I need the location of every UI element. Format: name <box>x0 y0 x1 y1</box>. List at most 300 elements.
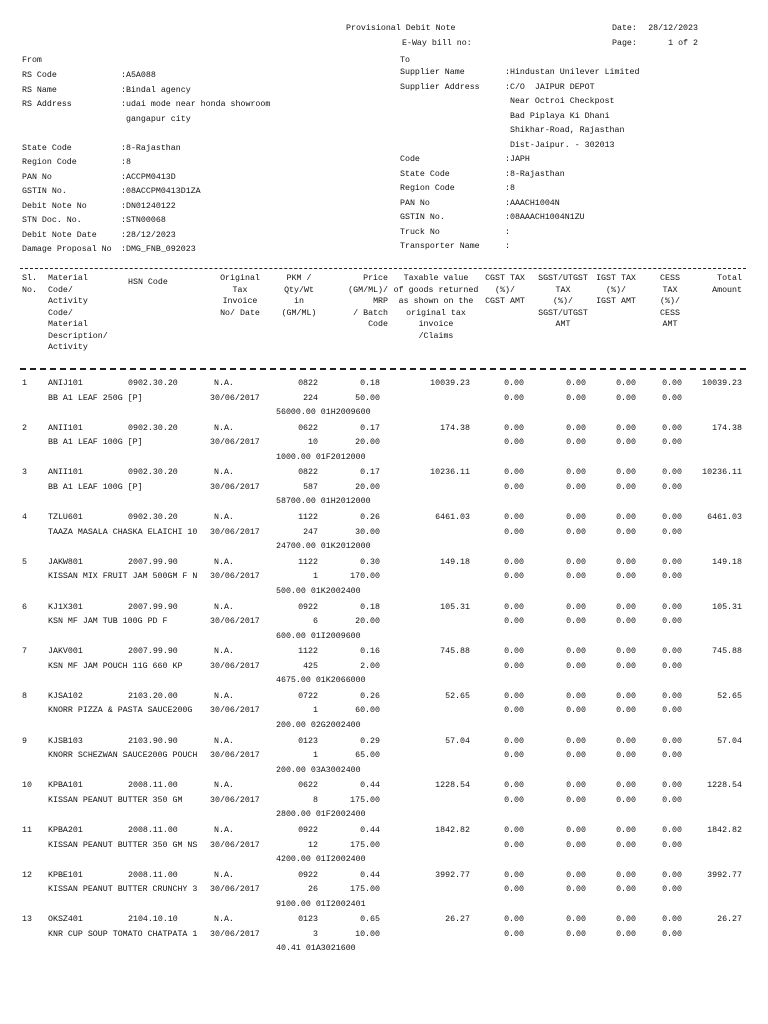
from-field-value: :8 <box>121 158 131 167</box>
col-cess: CESS TAX (%)/ CESS AMT <box>660 274 680 329</box>
row-sgst-amt: 0.00 <box>566 527 586 537</box>
row-pkm: 0922 <box>298 870 318 880</box>
row-invoice-no: N.A. <box>214 915 234 925</box>
row-igst-amt: 0.00 <box>616 572 636 582</box>
to-field-value: Shikhar-Road, Rajasthan <box>505 126 625 135</box>
row-qty: 10 <box>308 438 318 448</box>
row-sgst-rate: 0.00 <box>566 915 586 925</box>
row-sgst-amt: 0.00 <box>566 885 586 895</box>
col-original-tax-invoice: Original Tax Invoice No/ Date <box>220 274 260 318</box>
from-field-value: :DMG_FNB_092023 <box>121 245 196 254</box>
row-invoice-date: 30/06/2017 <box>210 929 260 939</box>
row-sgst-rate: 0.00 <box>566 423 586 433</box>
row-invoice-no: N.A. <box>214 647 234 657</box>
row-description: KSN MF JAM TUB 100G PD F <box>48 617 168 626</box>
row-cgst-amt: 0.00 <box>504 572 524 582</box>
row-cess-rate: 0.00 <box>662 736 682 746</box>
row-sl-no: 8 <box>22 691 27 701</box>
from-field-value: gangapur city <box>121 114 191 124</box>
row-batch-code: 500.00 01K2002400 <box>276 586 361 596</box>
col-hsn-code: HSN Code <box>128 278 168 287</box>
from-field-value: :A5A088 <box>121 71 156 80</box>
row-cgst-rate: 0.00 <box>504 468 524 478</box>
row-total-amount: 26.27 <box>717 915 742 925</box>
from-field-value: :udai mode near honda showroom <box>121 100 271 109</box>
row-hsn-code: 0902.30.20 <box>128 423 178 433</box>
row-batch-code: 56000.00 01H2009600 <box>276 408 371 417</box>
row-qty: 1 <box>313 751 318 761</box>
row-invoice-no: N.A. <box>214 736 234 746</box>
row-pkm: 0722 <box>298 691 318 701</box>
row-cgst-rate: 0.00 <box>504 602 524 612</box>
row-price: 0.65 <box>360 915 380 925</box>
from-field-label: Damage Proposal No <box>22 245 112 254</box>
row-mrp: 170.00 <box>350 572 380 582</box>
from-field-label: STN Doc. No. <box>22 216 82 225</box>
from-field-label: GSTIN No. <box>22 187 67 196</box>
page-label: Page: <box>612 39 637 48</box>
row-material-code: ANIJ101 <box>48 379 83 388</box>
eway-bill-label: E-Way bill no: <box>402 39 472 48</box>
row-price: 0.29 <box>360 736 380 746</box>
to-field-label: GSTIN No. <box>400 213 445 222</box>
row-total-amount: 10236.11 <box>702 468 742 478</box>
row-taxable-value: 1228.54 <box>435 781 470 791</box>
row-description: KSN MF JAM POUCH 11G 660 KP <box>48 661 183 671</box>
from-field-label: Debit Note Date <box>22 230 97 240</box>
row-batch-code: 4675.00 01K2066000 <box>276 676 366 686</box>
row-cess-amt: 0.00 <box>662 751 682 761</box>
row-cess-amt: 0.00 <box>662 617 682 626</box>
row-igst-amt: 0.00 <box>616 482 636 492</box>
row-mrp: 30.00 <box>355 527 380 537</box>
row-cgst-amt: 0.00 <box>504 751 524 761</box>
col-taxable-value: Taxable value of goods returned as shown on the original tax invoice /Claims <box>393 274 479 341</box>
row-cess-rate: 0.00 <box>662 691 682 701</box>
row-cess-amt: 0.00 <box>662 482 682 492</box>
col-sgst: SGST/UTGST TAX (%)/ SGST/UTGST AMT <box>538 274 588 329</box>
to-field-label: Transporter Name <box>400 242 480 251</box>
row-cess-rate: 0.00 <box>662 423 682 433</box>
row-igst-rate: 0.00 <box>616 513 636 523</box>
row-description: KNORR PIZZA & PASTA SAUCE200G <box>48 706 193 716</box>
to-field-label: Truck No <box>400 227 440 237</box>
row-batch-code: 2800.00 01F2002400 <box>276 810 366 820</box>
row-batch-code: 4200.00 01I2002400 <box>276 855 366 864</box>
to-field-label: Code <box>400 155 420 164</box>
row-igst-rate: 0.00 <box>616 379 636 388</box>
from-field-label: RS Address <box>22 100 72 109</box>
to-field-label: Supplier Address <box>400 82 480 92</box>
row-cgst-amt: 0.00 <box>504 795 524 805</box>
row-igst-rate: 0.00 <box>616 870 636 880</box>
row-sgst-amt: 0.00 <box>566 661 586 671</box>
row-cgst-amt: 0.00 <box>504 617 524 626</box>
to-field-value: :8 <box>505 184 515 193</box>
row-igst-amt: 0.00 <box>616 617 636 626</box>
row-taxable-value: 174.38 <box>440 423 470 433</box>
row-sgst-rate: 0.00 <box>566 870 586 880</box>
row-hsn-code: 0902.30.20 <box>128 379 178 388</box>
row-invoice-no: N.A. <box>214 602 234 612</box>
row-price: 0.16 <box>360 647 380 657</box>
row-invoice-date: 30/06/2017 <box>210 840 260 850</box>
row-description: BB A1 LEAF 250G [P] <box>48 393 143 403</box>
row-price: 0.18 <box>360 602 380 612</box>
row-description: BB A1 LEAF 100G [P] <box>48 438 143 448</box>
row-sl-no: 11 <box>22 826 32 835</box>
row-invoice-date: 30/06/2017 <box>210 393 260 403</box>
col-igst: IGST TAX (%)/ IGST AMT <box>596 274 636 306</box>
row-mrp: 175.00 <box>350 840 380 850</box>
row-taxable-value: 52.65 <box>445 691 470 701</box>
from-field-label: PAN No <box>22 172 52 182</box>
row-batch-code: 24700.00 01K2012000 <box>276 542 371 552</box>
row-cess-rate: 0.00 <box>662 513 682 523</box>
to-field-label: PAN No <box>400 198 430 208</box>
row-price: 0.26 <box>360 513 380 523</box>
row-material-code: TZLU601 <box>48 513 83 523</box>
row-cess-rate: 0.00 <box>662 826 682 835</box>
row-igst-rate: 0.00 <box>616 647 636 657</box>
row-sgst-rate: 0.00 <box>566 379 586 388</box>
row-pkm: 0622 <box>298 423 318 433</box>
row-qty: 26 <box>308 885 318 895</box>
to-field-value: : <box>505 242 510 251</box>
row-material-code: OKSZ401 <box>48 915 83 925</box>
row-hsn-code: 2007.99.90 <box>128 557 178 567</box>
row-price: 0.18 <box>360 379 380 388</box>
from-label: From <box>22 56 42 65</box>
row-price: 0.44 <box>360 781 380 791</box>
row-cgst-rate: 0.00 <box>504 915 524 925</box>
row-mrp: 10.00 <box>355 929 380 939</box>
row-invoice-date: 30/06/2017 <box>210 751 260 761</box>
row-mrp: 60.00 <box>355 706 380 716</box>
row-taxable-value: 26.27 <box>445 915 470 925</box>
row-sl-no: 9 <box>22 736 27 746</box>
row-sgst-rate: 0.00 <box>566 647 586 657</box>
row-cess-amt: 0.00 <box>662 885 682 895</box>
row-cgst-rate: 0.00 <box>504 513 524 523</box>
row-sgst-amt: 0.00 <box>566 929 586 939</box>
row-total-amount: 3992.77 <box>707 870 742 880</box>
row-cgst-amt: 0.00 <box>504 482 524 492</box>
row-sl-no: 6 <box>22 602 27 612</box>
row-igst-rate: 0.00 <box>616 691 636 701</box>
row-description: KNORR SCHEZWAN SAUCE200G POUCH <box>48 751 198 761</box>
row-qty: 425 <box>303 661 318 671</box>
row-cess-rate: 0.00 <box>662 915 682 925</box>
row-invoice-date: 30/06/2017 <box>210 885 260 895</box>
row-invoice-date: 30/06/2017 <box>210 572 260 582</box>
row-igst-rate: 0.00 <box>616 826 636 835</box>
row-cgst-amt: 0.00 <box>504 706 524 716</box>
row-hsn-code: 2008.11.00 <box>128 781 178 791</box>
row-mrp: 20.00 <box>355 438 380 448</box>
row-cess-amt: 0.00 <box>662 929 682 939</box>
row-sl-no: 3 <box>22 468 27 478</box>
to-field-value: Dist-Jaipur. - 302013 <box>505 140 615 150</box>
row-pkm: 0123 <box>298 736 318 746</box>
row-batch-code: 40.41 01A3021600 <box>276 944 356 954</box>
from-field-label: RS Name <box>22 85 57 95</box>
row-igst-amt: 0.00 <box>616 840 636 850</box>
to-field-value: :8-Rajasthan <box>505 169 565 179</box>
row-total-amount: 6461.03 <box>707 513 742 523</box>
row-hsn-code: 2008.11.00 <box>128 870 178 880</box>
row-cess-rate: 0.00 <box>662 602 682 612</box>
row-taxable-value: 1842.82 <box>435 826 470 835</box>
row-qty: 1 <box>313 706 318 716</box>
row-cess-amt: 0.00 <box>662 572 682 582</box>
row-material-code: ANII101 <box>48 468 83 478</box>
row-qty: 224 <box>303 393 318 403</box>
row-cgst-amt: 0.00 <box>504 393 524 403</box>
row-igst-rate: 0.00 <box>616 557 636 567</box>
date-label: Date: <box>612 24 637 33</box>
row-sl-no: 4 <box>22 513 27 523</box>
row-sgst-rate: 0.00 <box>566 736 586 746</box>
row-taxable-value: 105.31 <box>440 602 470 612</box>
row-cgst-rate: 0.00 <box>504 781 524 791</box>
row-taxable-value: 10236.11 <box>430 468 470 478</box>
row-taxable-value: 57.04 <box>445 736 470 746</box>
row-igst-amt: 0.00 <box>616 438 636 448</box>
row-pkm: 1122 <box>298 647 318 657</box>
row-description: KISSAN PEANUT BUTTER CRUNCHY 3 <box>48 885 198 895</box>
row-invoice-date: 30/06/2017 <box>210 438 260 448</box>
row-cgst-amt: 0.00 <box>504 527 524 537</box>
to-field-value: :AAACH1004N <box>505 198 560 208</box>
col-total-amount: Total Amount <box>712 274 742 295</box>
row-mrp: 175.00 <box>350 885 380 895</box>
row-total-amount: 57.04 <box>717 736 742 746</box>
row-total-amount: 1842.82 <box>707 826 742 835</box>
row-total-amount: 105.31 <box>712 602 742 612</box>
row-invoice-no: N.A. <box>214 557 234 567</box>
row-invoice-no: N.A. <box>214 423 234 433</box>
row-cgst-rate: 0.00 <box>504 870 524 880</box>
row-igst-rate: 0.00 <box>616 602 636 612</box>
row-cgst-amt: 0.00 <box>504 438 524 448</box>
row-igst-rate: 0.00 <box>616 736 636 746</box>
row-total-amount: 174.38 <box>712 423 742 433</box>
row-cess-rate: 0.00 <box>662 781 682 791</box>
row-sgst-rate: 0.00 <box>566 468 586 478</box>
row-sl-no: 7 <box>22 647 27 657</box>
row-price: 0.30 <box>360 557 380 567</box>
row-cess-amt: 0.00 <box>662 706 682 716</box>
row-cgst-rate: 0.00 <box>504 826 524 835</box>
row-igst-rate: 0.00 <box>616 468 636 478</box>
row-invoice-date: 30/06/2017 <box>210 482 260 492</box>
row-qty: 587 <box>303 482 318 492</box>
row-cgst-amt: 0.00 <box>504 840 524 850</box>
row-igst-rate: 0.00 <box>616 781 636 791</box>
row-sgst-rate: 0.00 <box>566 513 586 523</box>
row-mrp: 50.00 <box>355 393 380 403</box>
row-sgst-rate: 0.00 <box>566 557 586 567</box>
row-igst-amt: 0.00 <box>616 885 636 895</box>
row-hsn-code: 2104.10.10 <box>128 915 178 925</box>
row-price: 0.44 <box>360 870 380 880</box>
row-sgst-rate: 0.00 <box>566 826 586 835</box>
row-sl-no: 12 <box>22 870 32 880</box>
row-invoice-date: 30/06/2017 <box>210 527 260 537</box>
row-sgst-amt: 0.00 <box>566 617 586 626</box>
row-description: KISSAN PEANUT BUTTER 350 GM <box>48 795 183 805</box>
row-invoice-date: 30/06/2017 <box>210 617 260 626</box>
row-pkm: 0922 <box>298 826 318 835</box>
row-invoice-no: N.A. <box>214 870 234 880</box>
row-cess-amt: 0.00 <box>662 527 682 537</box>
row-total-amount: 52.65 <box>717 691 742 701</box>
col-sl-no: Sl. No. <box>22 274 37 295</box>
row-invoice-no: N.A. <box>214 691 234 701</box>
from-field-label: State Code <box>22 143 72 153</box>
from-field-value: :DN01240122 <box>121 201 176 211</box>
row-igst-amt: 0.00 <box>616 527 636 537</box>
row-total-amount: 149.18 <box>712 557 742 567</box>
row-qty: 247 <box>303 527 318 537</box>
to-field-value: :Hindustan Unilever Limited <box>505 68 640 77</box>
row-invoice-no: N.A. <box>214 781 234 791</box>
to-label: To <box>400 56 410 65</box>
from-field-value: :08ACCPM0413D1ZA <box>121 187 201 196</box>
from-field-label: Debit Note No <box>22 201 87 211</box>
row-qty: 6 <box>313 617 318 626</box>
row-igst-amt: 0.00 <box>616 795 636 805</box>
row-cess-amt: 0.00 <box>662 393 682 403</box>
row-batch-code: 9100.00 01I2002401 <box>276 899 366 909</box>
row-pkm: 0922 <box>298 602 318 612</box>
row-sl-no: 5 <box>22 557 27 567</box>
to-field-value: Near Octroi Checkpost <box>505 97 615 106</box>
row-total-amount: 1228.54 <box>707 781 742 791</box>
row-pkm: 0822 <box>298 468 318 478</box>
row-cgst-amt: 0.00 <box>504 661 524 671</box>
to-field-label: Supplier Name <box>400 68 465 77</box>
row-hsn-code: 0902.30.20 <box>128 513 178 523</box>
row-igst-amt: 0.00 <box>616 661 636 671</box>
row-cess-amt: 0.00 <box>662 795 682 805</box>
row-sgst-rate: 0.00 <box>566 781 586 791</box>
row-sgst-amt: 0.00 <box>566 751 586 761</box>
row-taxable-value: 745.88 <box>440 647 470 657</box>
row-cess-rate: 0.00 <box>662 647 682 657</box>
row-taxable-value: 149.18 <box>440 557 470 567</box>
row-material-code: KJ1X301 <box>48 602 83 612</box>
row-total-amount: 10039.23 <box>702 379 742 388</box>
row-cess-amt: 0.00 <box>662 438 682 448</box>
header-top-divider <box>20 268 746 269</box>
row-cgst-rate: 0.00 <box>504 379 524 388</box>
row-pkm: 0123 <box>298 915 318 925</box>
row-sl-no: 10 <box>22 781 32 791</box>
row-batch-code: 58700.00 01H2012000 <box>276 497 371 507</box>
from-field-value: :28/12/2023 <box>121 230 176 240</box>
row-cess-amt: 0.00 <box>662 661 682 671</box>
row-description: BB A1 LEAF 100G [P] <box>48 482 143 492</box>
to-field-value: Bad Piplaya Ki Dhani <box>505 111 610 121</box>
row-sgst-rate: 0.00 <box>566 602 586 612</box>
row-material-code: KPBA201 <box>48 826 83 835</box>
row-igst-amt: 0.00 <box>616 751 636 761</box>
row-pkm: 1122 <box>298 513 318 523</box>
row-cess-rate: 0.00 <box>662 468 682 478</box>
row-invoice-no: N.A. <box>214 826 234 835</box>
from-field-value: :STN00068 <box>121 216 166 225</box>
row-material-code: KJSA102 <box>48 691 83 701</box>
col-material: Material Code/ Activity Code/ Material Description/ Activity <box>48 274 108 352</box>
row-cess-rate: 0.00 <box>662 870 682 880</box>
row-price: 0.17 <box>360 423 380 433</box>
row-description: TAAZA MASALA CHASKA ELAICHI 10 <box>48 527 198 537</box>
row-cgst-rate: 0.00 <box>504 691 524 701</box>
row-taxable-value: 6461.03 <box>435 513 470 523</box>
to-field-label: State Code <box>400 169 450 179</box>
row-cgst-rate: 0.00 <box>504 557 524 567</box>
row-material-code: KPBA101 <box>48 781 83 791</box>
row-qty: 1 <box>313 572 318 582</box>
from-field-value: :ACCPM0413D <box>121 172 176 182</box>
row-taxable-value: 3992.77 <box>435 870 470 880</box>
row-pkm: 1122 <box>298 557 318 567</box>
row-sgst-amt: 0.00 <box>566 795 586 805</box>
col-price: Price (GM/ML)/ MRP / Batch Code <box>348 274 388 329</box>
to-field-value: :JAPH <box>505 155 530 164</box>
row-sgst-amt: 0.00 <box>566 840 586 850</box>
row-hsn-code: 2103.20.00 <box>128 691 178 701</box>
row-invoice-no: N.A. <box>214 379 234 388</box>
to-field-label: Region Code <box>400 184 455 193</box>
row-material-code: JAKW801 <box>48 557 83 567</box>
row-cgst-rate: 0.00 <box>504 423 524 433</box>
from-field-label: RS Code <box>22 71 57 80</box>
row-igst-amt: 0.00 <box>616 706 636 716</box>
row-pkm: 0822 <box>298 379 318 388</box>
row-total-amount: 745.88 <box>712 647 742 657</box>
row-hsn-code: 2103.90.90 <box>128 736 178 746</box>
row-material-code: KPBE101 <box>48 870 83 880</box>
row-batch-code: 200.00 02G2002400 <box>276 720 361 730</box>
col-cgst: CGST TAX (%)/ CGST AMT <box>485 274 525 306</box>
row-sgst-rate: 0.00 <box>566 691 586 701</box>
row-price: 0.44 <box>360 826 380 835</box>
row-cess-rate: 0.00 <box>662 557 682 567</box>
header-bottom-divider <box>20 368 746 370</box>
row-description: KNR CUP SOUP TOMATO CHATPATA 1 <box>48 929 198 939</box>
row-cgst-amt: 0.00 <box>504 885 524 895</box>
row-invoice-no: N.A. <box>214 513 234 523</box>
row-sgst-amt: 0.00 <box>566 482 586 492</box>
row-description: KISSAN MIX FRUIT JAM 500GM F N <box>48 572 198 582</box>
row-qty: 12 <box>308 840 318 850</box>
row-sgst-amt: 0.00 <box>566 572 586 582</box>
row-batch-code: 200.00 03A3002400 <box>276 765 361 775</box>
row-hsn-code: 2008.11.00 <box>128 826 178 835</box>
row-sgst-amt: 0.00 <box>566 706 586 716</box>
row-material-code: ANII101 <box>48 423 83 433</box>
row-igst-amt: 0.00 <box>616 393 636 403</box>
row-sgst-amt: 0.00 <box>566 438 586 448</box>
row-material-code: KJSB103 <box>48 736 83 746</box>
row-mrp: 2.00 <box>360 661 380 671</box>
from-field-value: :8-Rajasthan <box>121 143 181 153</box>
row-cess-rate: 0.00 <box>662 379 682 388</box>
row-mrp: 20.00 <box>355 617 380 626</box>
